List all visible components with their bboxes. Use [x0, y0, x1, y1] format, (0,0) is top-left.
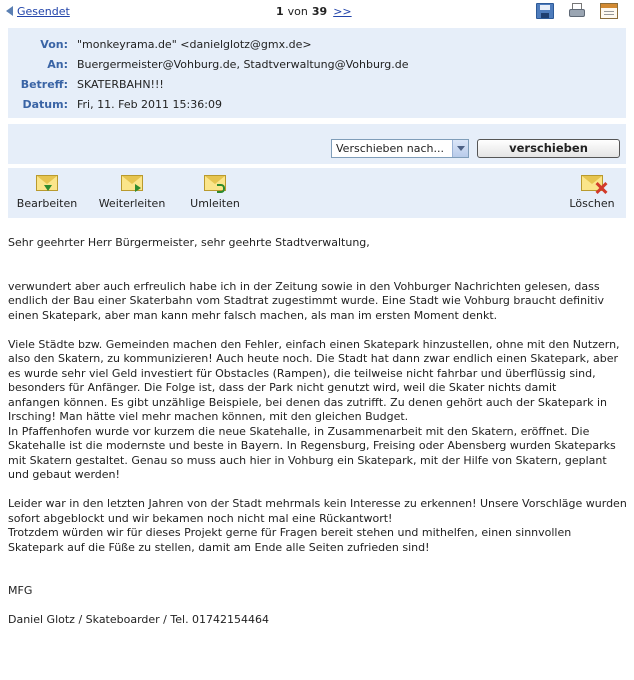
action-bar: [8, 168, 626, 218]
edit-label: Bearbeiten: [16, 197, 78, 210]
subject-value: SKATERBAHN!!!: [77, 77, 164, 91]
edit-envelope-icon: [36, 175, 58, 191]
pager-of: von: [287, 5, 308, 18]
back-to-folder[interactable]: [6, 5, 70, 18]
body-signature: Daniel Glotz / Skateboarder / Tel. 01742154464: [8, 613, 270, 626]
move-bar: [8, 124, 626, 164]
subject-label: Betreff:: [20, 77, 68, 91]
forward-label: Weiterleiten: [98, 197, 166, 210]
to-label: An:: [47, 57, 68, 71]
delete-envelope-icon: [581, 175, 603, 191]
forward-envelope-icon: [121, 175, 143, 191]
from-row: [8, 35, 312, 53]
top-bar: [0, 0, 634, 24]
back-arrow-icon[interactable]: [6, 6, 13, 16]
body-paragraph-1: verwundert aber auch erfreulich habe ich in der Zeitung sowie in den Vohburger Nachrichten gelesen, dass endlich der Bau einer Skaterbahn vom Stadtrat zugestimmt wurde. Eine Stadt wie Vohburg braucht definitiv einen Skatepark, aber man kann mehr falsch machen, als man im ersten Moment denkt.: [8, 279, 608, 322]
move-button[interactable]: verschieben: [477, 139, 620, 158]
folder-link[interactable]: Gesendet: [17, 5, 70, 18]
delete-label: Löschen: [569, 197, 615, 210]
current-message-number: 1: [276, 5, 284, 18]
body-paragraph-2: Viele Städte bzw. Gemeinden machen den Fehler, einfach einen Skatepark hinzustellen, ohne mit den Nutzern, also den Skatern, zu kommunizieren! Auch heute noch. Die Stadt hat dann zwar endlich einen Skatepark, aber es wurde sehr viel Geld investiert für Obstacles (Rampen), die teilweise nicht fahrbar und überflüssig sind, besonders für Anfänger. Die Folge ist, dass der Park nicht genutzt wird, weil die Skater nichts damit anfangen können. Es gibt unzählige Beispiele, bei denen das zutrifft. Zu denen gehört auch der Skatepark in Irsching! Man hätte viel mehr machen können, mit den gleichen Budget. In Pfaffenhofen wurde vor kurzem die neue Skatehalle, in Zusammenarbeit mit den Skatern, eröffnet. Die Skatehalle ist die modernste und beste in Bayern. In Regensburg, Freising oder Abensberg wurden Skateparks mit Skatern gestaltet. Genau so muss auch hier in Vohburg ein Skatepark, mit der Hilfe von Skatern, geplant und gebaut werden!: [8, 337, 620, 481]
from-value: "monkeyrama.de" <danielglotz@gmx.de>: [77, 37, 312, 51]
view-source-icon[interactable]: [600, 3, 618, 19]
to-row: [8, 55, 409, 73]
body-closing: MFG: [8, 584, 33, 597]
message-tools: [536, 3, 618, 19]
body-paragraph-3: Leider war in den letzten Jahren von der Stadt mehrmals kein Interesse zu erkennen! Unsere Vorschläge wurden sofort abgeblockt und wir bekamen noch nicht mal eine Rückantwort! Trotzdem würden wir für dieses Projekt gerne für Fragen bereit stehen und mithelfen, einen sinnvollen Skatepark auf die Füße zu stellen, damit am Ende alle Seiten zufrieden sind!: [8, 497, 627, 554]
edit-button[interactable]: [16, 175, 78, 210]
body-greeting: Sehr geehrter Herr Bürgermeister, sehr geehrte Stadtverwaltung,: [8, 236, 370, 249]
next-message-link[interactable]: >>: [333, 5, 352, 18]
subject-row: [8, 75, 164, 93]
date-label: Datum:: [22, 97, 68, 111]
move-folder-select[interactable]: [331, 139, 469, 158]
redirect-label: Umleiten: [190, 197, 240, 210]
message-body: [8, 236, 628, 628]
date-value: Fri, 11. Feb 2011 15:36:09: [77, 97, 222, 111]
redirect-button[interactable]: [186, 175, 244, 210]
redirect-envelope-icon: [204, 175, 226, 191]
from-label: Von:: [40, 37, 68, 51]
to-value: Buergermeister@Vohburg.de, Stadtverwaltung@Vohburg.de: [77, 57, 409, 71]
move-folder-select-value: Verschieben nach...: [336, 142, 444, 155]
forward-button[interactable]: [96, 175, 168, 210]
chevron-down-icon[interactable]: [452, 140, 468, 157]
save-icon[interactable]: [536, 3, 554, 19]
date-row: [8, 95, 222, 113]
delete-button[interactable]: [564, 175, 620, 210]
message-header: [8, 28, 626, 118]
total-message-count: 39: [311, 5, 328, 18]
print-icon[interactable]: [568, 3, 586, 19]
pager: [276, 5, 352, 18]
